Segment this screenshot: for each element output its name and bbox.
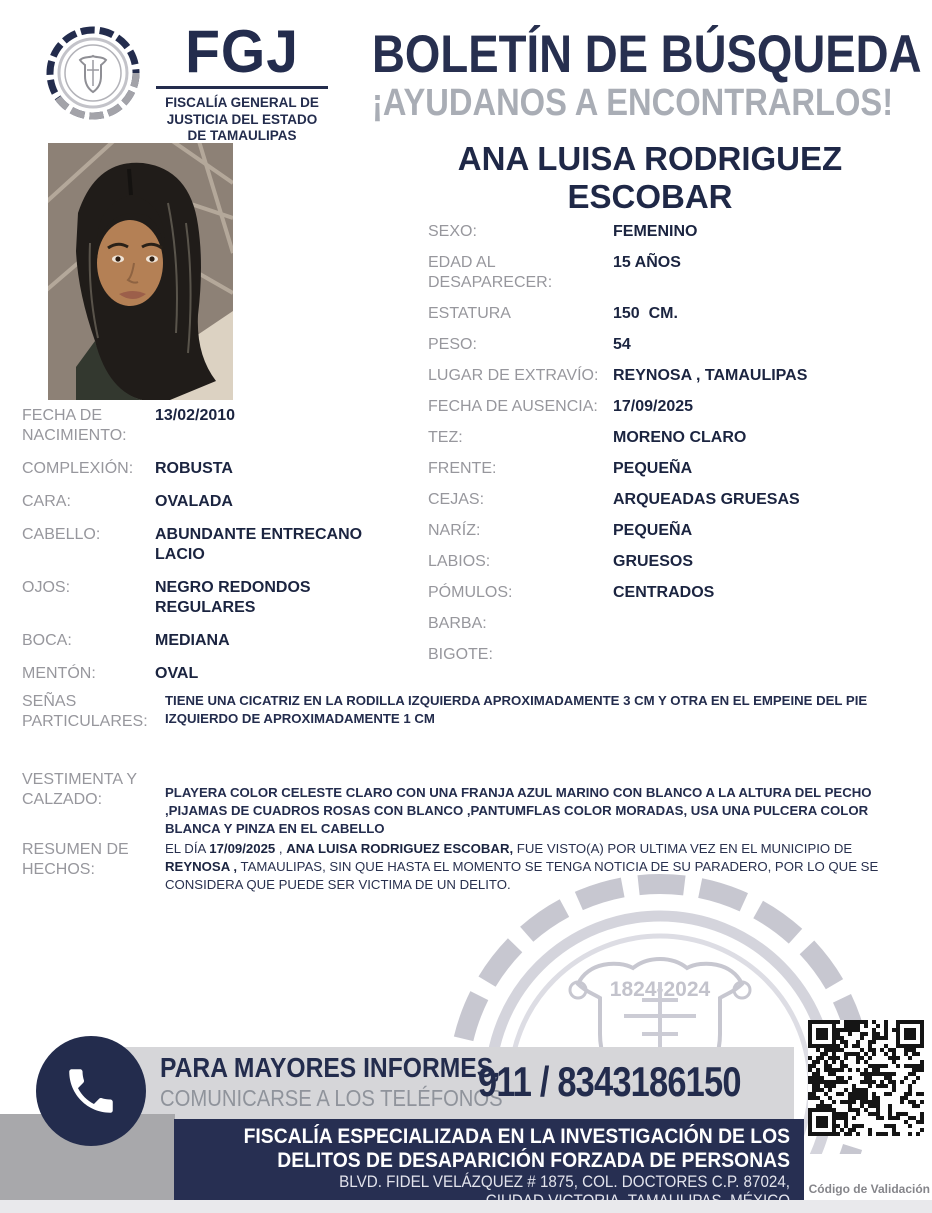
informes-line2: COMUNICARSE A LOS TELÉFONOS <box>160 1085 503 1111</box>
fiscalia-address-box <box>174 1119 804 1203</box>
section-text: EL DÍA 17/09/2025 , ANA LUISA RODRIGUEZ ESCOBAR, FUE VISTO(A) POR ULTIMA VEZ EN EL MUNICIPIO DE REYNOSA , TAMAULIPAS, SIN QUE HASTA EL MOMENTO SE TENGA NOTICIA DE SU PARADERO, POR LO QUE SE CONSIDERA QUE PUEDE SER VICTIMA DE UN DELITO. <box>165 841 879 892</box>
watermark-years: 1824-2024 <box>609 978 711 1001</box>
field-ojos: OJOS: NEGRO REDONDOS REGULARES <box>22 579 316 616</box>
person-photo <box>48 143 233 400</box>
field-cejas: CEJAS: ARQUEADAS GRUESAS <box>428 491 800 508</box>
field-estatura: ESTATURA 150 CM. <box>428 305 678 322</box>
field-complexion: COMPLEXIÓN: ROBUSTA <box>22 460 233 477</box>
section-resumen-hechos <box>22 840 910 894</box>
field-edad: EDAD AL DESAPARECER: 15 AÑOS <box>428 254 681 291</box>
field-cabello: CABELLO: ABUNDANTE ENTRECANO LACIO <box>22 526 367 563</box>
fields-column-right <box>428 222 928 676</box>
field-sexo: SEXO: FEMENINO <box>428 223 698 240</box>
bulletin-title: BOLETÍN DE BÚSQUEDA <box>372 25 922 84</box>
bulletin-subtitle: ¡AYUDANOS A ENCONTRARLOS! <box>372 82 894 124</box>
field-cara: CARA: OVALADA <box>22 493 233 510</box>
person-name <box>370 140 930 216</box>
field-lugar-extravio: LUGAR DE EXTRAVÍO: REYNOSA , TAMAULIPAS <box>428 367 808 384</box>
person-name-line1: ANA LUISA RODRIGUEZ <box>457 140 843 177</box>
section-text: PLAYERA COLOR CELESTE CLARO CON UNA FRANJA AZUL MARINO CON BLANCO A LA ALTURA DEL PECHO ,PIJAMAS DE CUADROS ROSAS CON BLANCO ,PANTUMFLAS COLOR MORADAS, USA UNA PULCERA COLOR BLANCA Y PINZA EN EL CABELLO <box>165 785 872 836</box>
field-menton: MENTÓN: OVAL <box>22 665 199 682</box>
informes-line1: PARA MAYORES INFORMES, <box>160 1052 500 1083</box>
field-boca: BOCA: MEDIANA <box>22 632 230 649</box>
org-line: DE TAMAULIPAS <box>187 128 297 143</box>
fgj-rule <box>156 86 328 89</box>
informes-text <box>160 1052 503 1112</box>
field-pomulos: PÓMULOS: CENTRADOS <box>428 584 715 601</box>
fiscalia-line2: DELITOS DE DESAPARICIÓN FORZADA DE PERSONAS <box>277 1149 790 1172</box>
field-bigote: BIGOTE: <box>428 646 493 663</box>
section-label: VESTIMENTA Y CALZADO: <box>22 771 137 808</box>
org-line: JUSTICIA DEL ESTADO <box>166 111 318 127</box>
phone-numbers: 911 / 8343186150 <box>478 1058 741 1105</box>
org-line: FISCALÍA GENERAL DE <box>165 95 319 110</box>
field-frente: FRENTE: PEQUEÑA <box>428 460 693 477</box>
address-line1: BLVD. FIDEL VELÁZQUEZ # 1875, COL. DOCTORES C.P. 87024, <box>339 1173 790 1191</box>
section-label: RESUMEN DE HECHOS: <box>22 841 129 878</box>
fgj-acronym: FGJ <box>185 18 299 85</box>
section-text: TIENE UNA CICATRIZ EN LA RODILLA IZQUIERDA APROXIMADAMENTE 3 CM Y OTRA EN EL EMPEINE DEL PIE IZQUIERDO DE APROXIMADAMENTE 1 CM <box>165 693 868 726</box>
qr-code <box>808 1020 924 1136</box>
section-label: SEÑAS PARTICULARES: <box>22 693 148 730</box>
field-fecha-ausencia: FECHA DE AUSENCIA: 17/09/2025 <box>428 398 694 415</box>
qr-caption: Código de Validación <box>808 1182 930 1196</box>
fields-column-left <box>22 406 422 697</box>
field-fecha-nacimiento: FECHA DE NACIMIENTO: 13/02/2010 <box>22 407 236 444</box>
field-peso: PESO: 54 <box>428 336 631 353</box>
field-labios: LABIOS: GRUESOS <box>428 553 694 570</box>
section-senas-particulares <box>22 692 910 732</box>
person-name-line2: ESCOBAR <box>567 178 733 215</box>
fgj-logo-text <box>150 20 334 145</box>
section-vestimenta <box>22 770 910 838</box>
fgj-seal-icon <box>44 24 142 122</box>
field-nariz: NARÍZ: PEQUEÑA <box>428 522 693 539</box>
field-barba: BARBA: <box>428 615 487 632</box>
fiscalia-line1: FISCALÍA ESPECIALIZADA EN LA INVESTIGACIÓN DE LOS <box>243 1125 791 1148</box>
bottom-strip <box>0 1200 932 1213</box>
phone-icon <box>36 1036 146 1146</box>
field-tez: TEZ: MORENO CLARO <box>428 429 747 446</box>
